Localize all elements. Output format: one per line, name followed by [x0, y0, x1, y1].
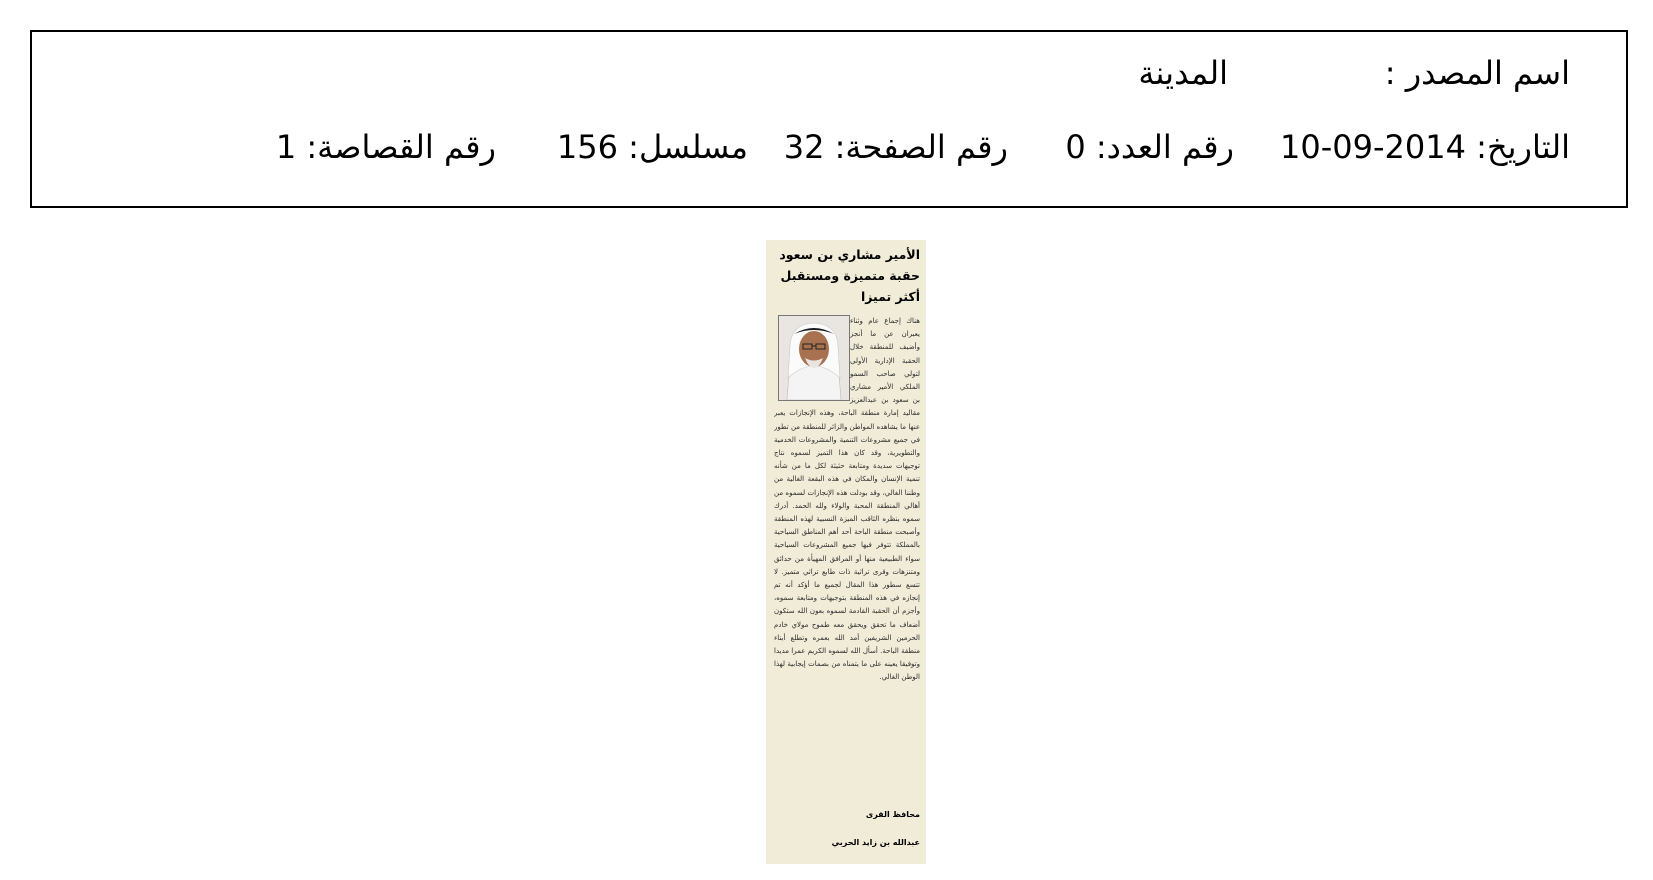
document-header	[30, 30, 1628, 208]
clipping-number-field: رقم القصاصة: 1	[275, 128, 496, 166]
page-number-field: رقم الصفحة: 32	[783, 128, 1008, 166]
issue-number-field: رقم العدد: 0	[1065, 128, 1234, 166]
newspaper-clipping	[766, 240, 926, 864]
serial-field: مسلسل: 156	[556, 128, 748, 166]
date-field: التاريخ: 2014-09-10	[1280, 128, 1570, 166]
source-value: المدينة	[1138, 54, 1228, 92]
author-name: عبدالله بن زايد الحربي	[831, 838, 920, 847]
author-title: محافظ القرى	[865, 810, 920, 819]
article-title: الأمير مشاري بن سعود حقبة متميزة ومستقبل أكثر تميزا	[779, 247, 920, 304]
source-label: اسم المصدر :	[1384, 54, 1570, 92]
article-body	[774, 315, 920, 800]
article-body-text: هناك إجماع عام وثناء يعبران عن ما أنجز وأضيف للمنطقة خلال الحقبة الإدارية الأولى لتولي صاحب السمو الملكي الأمير مشاري بن سعود بن عبدالعزيز مقاليد إمارة منطقة الباحة، وهذه الإنجازات يعبر عنها ما يشاهده المواطن والزائر للمنطقة من تطور في جميع مشروعات التنمية والمشروعات الخدمية والتطويرية، وقد كان هذا التميز لسموه نتاج توجيهات سديدة ومتابعة حثيثة لكل ما من شأنه تنمية الإنسان والمكان في هذه البقعة الغالية من وطننا الغالي، وقد بودلت هذه الإنجازات لسموه من أهالي المنطقة المحبة والولاء ولله الحمد. أدرك سموه بنظره الثاقب الميزة النسبية لهذه المنطقة وأصبحت منطقة الباحة أحد أهم المناطق السياحية بالمملكة تتوفر فيها جميع المشروعات السياحية سواء الطبيعية منها أو المرافق المهيأة من حدائق ومتنزهات وقرى تراثية ذات طابع تراثي متميز. لا تتسع سطور هذا المقال لجميع ما أؤكد أنه تم إنجازه في هذه المنطقة بتوجيهات ومتابعة سموه، وأجزم أن الحقبة القادمة لسموه بعون الله ستكون أضعاف ما تحقق ويحقق معه طموح مولاي خادم الحرمين الشريفين أمد الله بعمره وتطلع أبناء منطقة الباحة. أسأل الله لسموه الكريم عمرا مديدا وتوفيقا يعينه على ما يتمناه من بصمات إيجابية لهذا الوطن الغالي.	[774, 317, 920, 682]
